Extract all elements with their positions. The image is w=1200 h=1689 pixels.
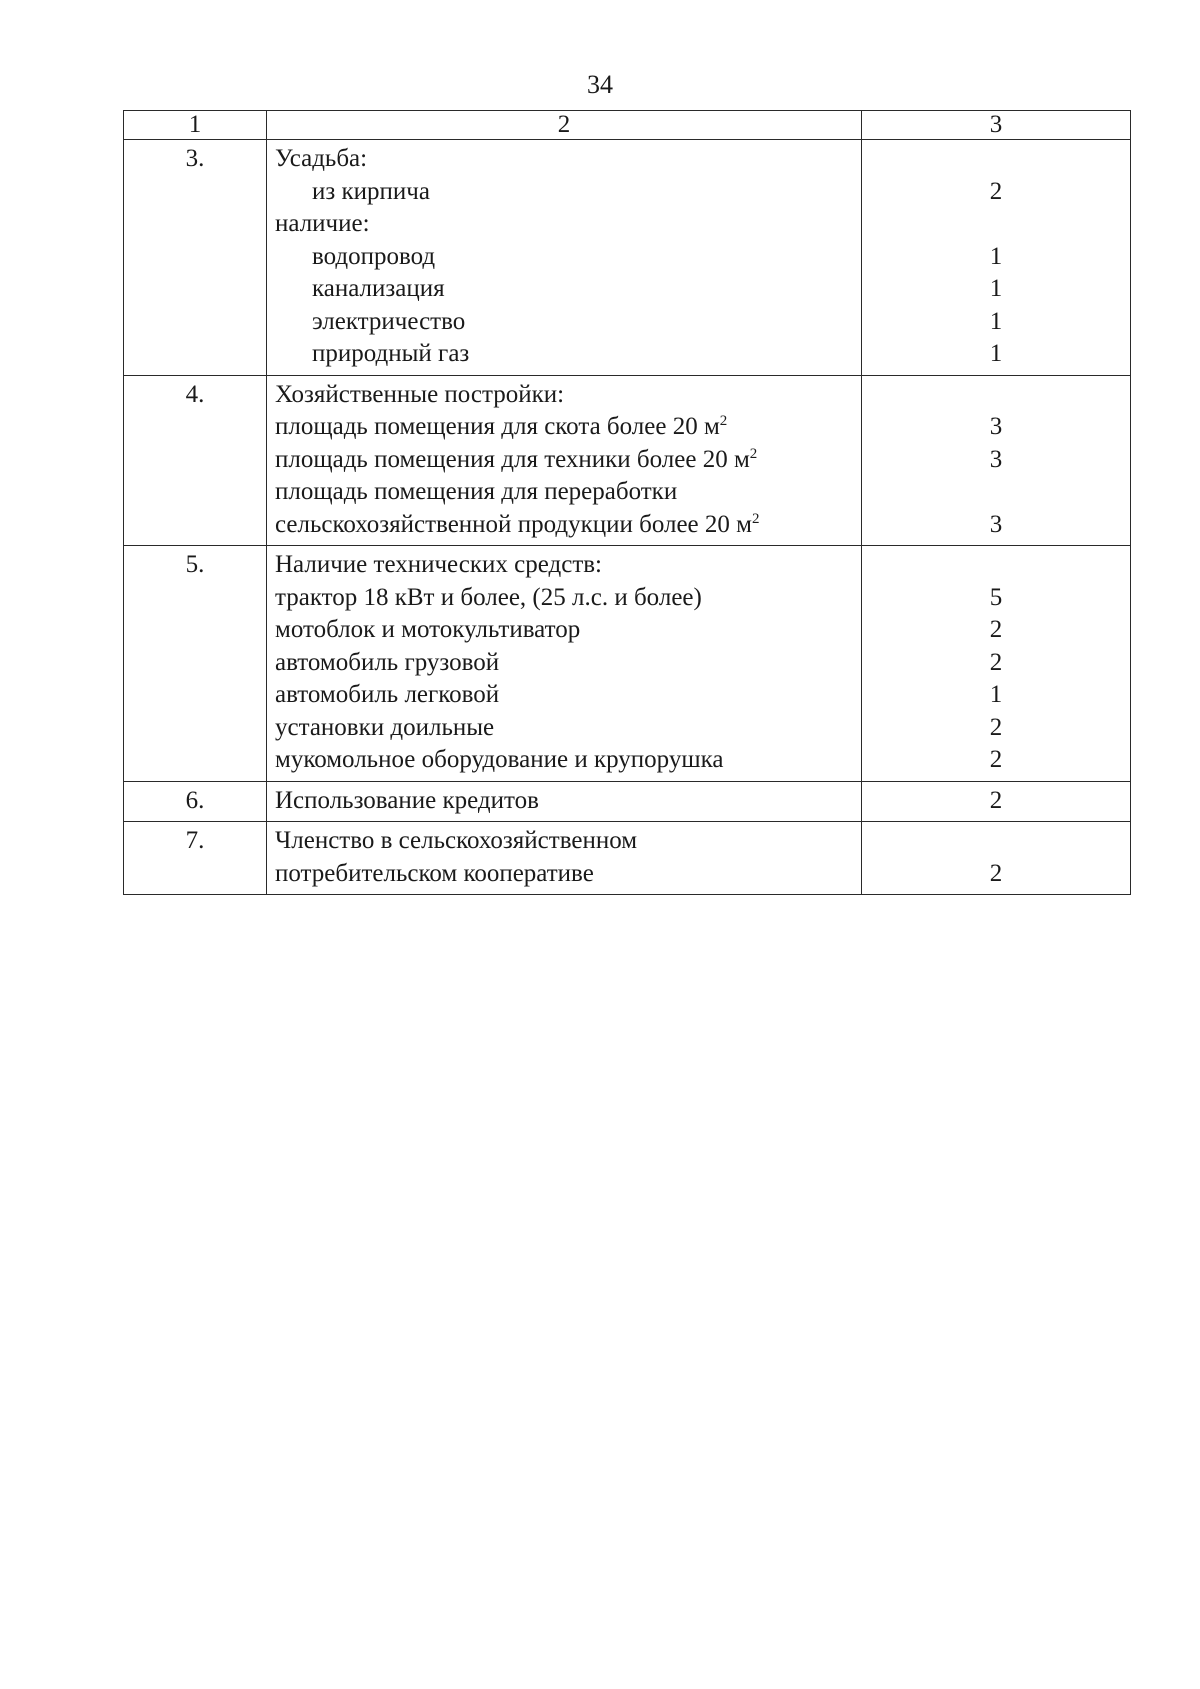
- criterion-text: потребительском кооперативе: [275, 859, 594, 887]
- points-value: [870, 379, 1122, 412]
- points-value: [870, 825, 1122, 858]
- criteria-table-body: [124, 111, 1131, 895]
- criteria-table: [123, 110, 1131, 895]
- criterion-line: [275, 858, 853, 891]
- criterion-line: [275, 338, 853, 371]
- unit-superscript: 2: [749, 445, 758, 462]
- unit-superscript: 2: [719, 413, 728, 429]
- header-cell-number: 1: [124, 111, 267, 140]
- criterion-cell: [267, 546, 862, 782]
- row-number-cell: 6.: [124, 781, 267, 822]
- criterion-cell: [267, 140, 862, 376]
- table-row: [124, 375, 1131, 546]
- points-value: 2: [989, 713, 1003, 741]
- criterion-line: [275, 825, 853, 858]
- points-cell: [862, 375, 1131, 546]
- criterion-text: площадь помещения для скота более 20 м: [275, 413, 720, 440]
- criterion-line: [275, 306, 853, 339]
- criterion-text: автомобиль легковой: [275, 681, 500, 708]
- points-value: 5: [989, 583, 1003, 611]
- table-row: [124, 546, 1131, 782]
- criterion-line: [275, 614, 853, 647]
- criterion-text: Членство в сельскохозяйственном: [275, 827, 638, 854]
- criterion-text: площадь помещения для техники более 20 м: [275, 445, 750, 473]
- criterion-text: мукомольное оборудование и крупорушка: [275, 746, 724, 773]
- criterion-line: [275, 582, 853, 615]
- unit-superscript: 2: [751, 510, 760, 527]
- points-value: 2: [989, 746, 1003, 773]
- criterion-text: Использование кредитов: [275, 786, 539, 814]
- points-value: [870, 143, 1122, 176]
- criterion-text: наличие:: [275, 210, 370, 237]
- points-value: 2: [989, 616, 1003, 643]
- row-number-cell: 3.: [124, 140, 267, 376]
- criterion-line: [275, 241, 853, 274]
- points-value: 1: [989, 242, 1003, 270]
- points-value: [870, 208, 1122, 241]
- criterion-text: автомобиль грузовой: [275, 648, 500, 676]
- row-number-cell: 7.: [124, 822, 267, 895]
- criterion-line: [275, 176, 853, 209]
- criterion-text: из кирпича: [312, 177, 430, 205]
- table-row: [124, 140, 1131, 376]
- criterion-text: природный газ: [312, 340, 470, 367]
- page-number: 34: [587, 70, 613, 99]
- points-value: 1: [989, 340, 1003, 367]
- points-value: 2: [989, 648, 1003, 676]
- points-value: 1: [989, 681, 1003, 708]
- criterion-line: [275, 509, 853, 542]
- criterion-text: Усадьба:: [275, 145, 368, 172]
- points-cell: [862, 140, 1131, 376]
- criterion-line: [275, 379, 853, 412]
- points-cell: [862, 546, 1131, 782]
- criterion-line: [275, 143, 853, 176]
- table-header-row: [124, 111, 1131, 140]
- criterion-line: [275, 744, 853, 777]
- criterion-line: [275, 476, 853, 509]
- criterion-line: [275, 208, 853, 241]
- header-cell-criterion: 2: [267, 111, 862, 140]
- criterion-text: электричество: [312, 307, 466, 335]
- points-value: [870, 476, 1122, 509]
- criterion-line: [275, 785, 853, 818]
- points-value: [870, 549, 1122, 582]
- criterion-line: [275, 411, 853, 444]
- points-value: 3: [989, 413, 1003, 440]
- criterion-line: [275, 679, 853, 712]
- criterion-cell: [267, 781, 862, 822]
- row-number-cell: 5.: [124, 546, 267, 782]
- criterion-cell: [267, 375, 862, 546]
- table-row: [124, 822, 1131, 895]
- points-value: 1: [989, 275, 1003, 302]
- criterion-line: [275, 647, 853, 680]
- points-value: 3: [989, 445, 1003, 473]
- header-cell-points: 3: [862, 111, 1131, 140]
- criterion-cell: [267, 822, 862, 895]
- criterion-text: Наличие технических средств:: [275, 551, 602, 578]
- criterion-text: водопровод: [312, 242, 436, 270]
- criterion-line: [275, 273, 853, 306]
- criterion-text: сельскохозяйственной продукции более 20 м: [275, 510, 752, 538]
- criterion-text: Хозяйственные постройки:: [275, 380, 565, 408]
- criterion-line: [275, 549, 853, 582]
- criterion-text: мотоблок и мотокультиватор: [275, 616, 581, 643]
- criterion-text: трактор 18 кВт и более, (25 л.с. и более): [275, 583, 702, 611]
- points-value: 1: [989, 307, 1003, 335]
- points-value: 2: [989, 786, 1003, 814]
- table-row: [124, 781, 1131, 822]
- points-value: 3: [989, 510, 1003, 538]
- criterion-text: установки доильные: [275, 713, 495, 741]
- points-value: 2: [989, 177, 1003, 205]
- points-cell: [862, 781, 1131, 822]
- criterion-text: канализация: [312, 275, 445, 302]
- points-cell: [862, 822, 1131, 895]
- row-number-cell: 4.: [124, 375, 267, 546]
- criterion-line: [275, 712, 853, 745]
- points-value: 2: [989, 859, 1003, 887]
- criterion-text: площадь помещения для переработки: [275, 478, 678, 505]
- criterion-line: [275, 444, 853, 477]
